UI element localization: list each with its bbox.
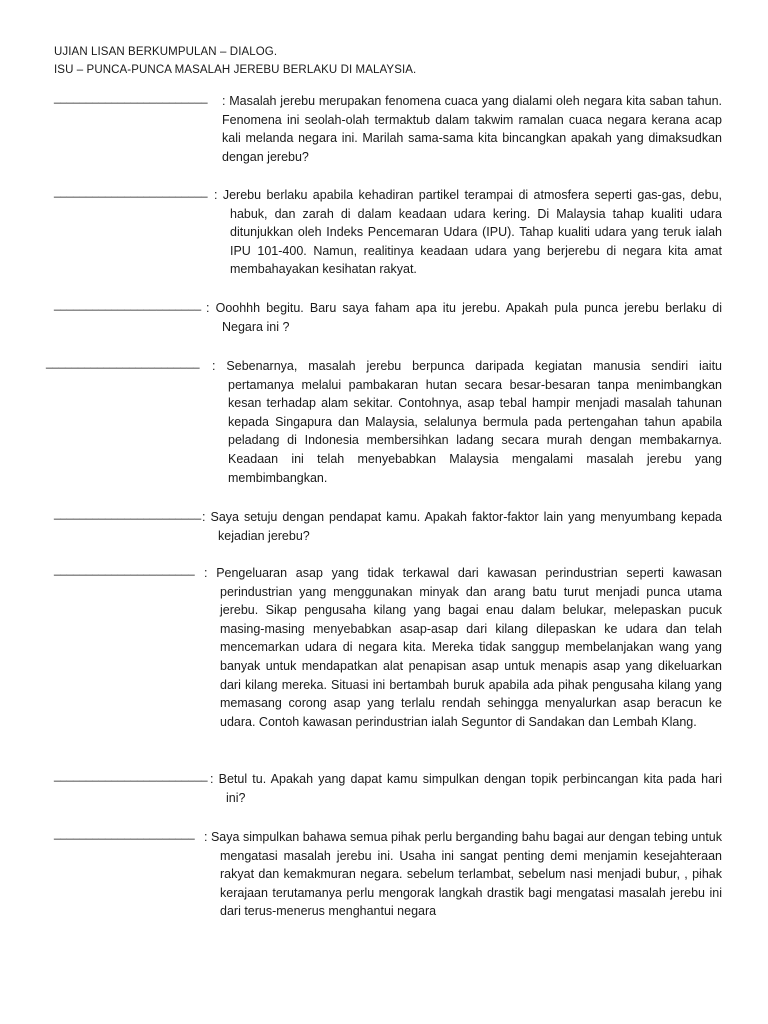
dialog-paragraph: : Masalah jerebu merupakan fenomena cuaca yang dialami oleh negara kita saban tahun. Fenomena ini seolah-olah termaktub dalam takwim ramalan cuaca negara kerana acap kali melanda negara ini. Marilah sama-sama kita bincangkan apakah yang dimaksudkan dengan jerebu? bbox=[222, 94, 722, 164]
dialog-paragraph: : Saya setuju dengan pendapat kamu. Apakah faktor-faktor lain yang menyumbang kepada kejadian jerebu? bbox=[202, 510, 722, 543]
dialog-paragraph: : Betul tu. Apakah yang dapat kamu simpulkan dengan topik perbincangan kita pada hari ini? bbox=[210, 772, 722, 805]
speaker-blank: ________________________ bbox=[46, 357, 200, 369]
speaker-blank: ______________________ bbox=[54, 564, 195, 576]
dialog-text bbox=[206, 299, 722, 336]
dialog-paragraph: : Pengeluaran asap yang tidak terkawal dari kawasan perindustrian seperti kawasan perindustrian yang menggunakan minyak dan arang batu turut menjadi punca utama jerebu. Sikap pengusaha kilang yang bagai enau dalam belukar, melepaskan pucuk masing-masing menyebabkan asap-asap dari kilang dilepaskan ke udara dan telah mencemarkan udara di negara kita. Mereka tidak sanggup membelanjakan wang yang banyak untuk mendapatkan alat penapisan asap untuk menapis asap yang dikeluarkan dari kilang mereka. Situasi ini bertambah buruk apabila ada pihak pengusaha kilang yang memasang corong asap yang terlalu rendah sehingga menyalurkan asap beracun ke udara. Contoh kawasan perindustrian ialah Seguntor di Sandakan dan Lembah Klang. bbox=[204, 566, 722, 729]
dialog-text bbox=[202, 508, 722, 545]
speaker-blank: ________________________ bbox=[54, 770, 208, 782]
dialog-text bbox=[214, 186, 722, 279]
dialog-text bbox=[210, 770, 722, 807]
speaker-blank: ________________________ bbox=[54, 186, 208, 198]
speaker-blank: ______________________ bbox=[54, 828, 195, 840]
dialog-text bbox=[222, 92, 722, 166]
speaker-blank: ________________________ bbox=[54, 92, 208, 104]
dialog-paragraph: : Sebenarnya, masalah jerebu berpunca daripada kegiatan manusia sendiri iaitu pertamanya melalui pambakaran hutan secara besar-besaran tanpa menimbangkan kesan terhadap alam sekitar. Contohnya, asap tebal hampir menjadi masalah tahunan kepada Singapura dan Malaysia, selalunya bermula pada pertengahan tahun apabila peladang di Indonesia membersihkan ladang secara murah dengan membakarnya. Keadaan ini telah menyebabkan Malaysia mengalami masalah jerebu yang membimbangkan. bbox=[212, 359, 722, 485]
dialog-paragraph: : Jerebu berlaku apabila kehadiran partikel terampai di atmosfera seperti gas-gas, debu, habuk, dan zarah di dalam keadaan udara kering. Di Malaysia tahap kualiti udara ditunjukkan oleh Indeks Pencemaran Udara (IPU). Tahap kualiti udara yang teruk ialah IPU 101-400. Namun, realitinya keadaan udara yang berjerebu di negara kita amat membahayakan kesihatan rakyat. bbox=[214, 188, 722, 277]
speaker-blank: _______________________ bbox=[54, 299, 202, 311]
dialog-paragraph: : Ooohhh begitu. Baru saya faham apa itu jerebu. Apakah pula punca jerebu berlaku di Negara ini ? bbox=[206, 301, 722, 334]
document-title: UJIAN LISAN BERKUMPULAN – DIALOG. bbox=[54, 46, 278, 58]
dialog-text bbox=[212, 357, 722, 487]
dialog-text bbox=[204, 564, 722, 731]
document-issue: ISU – PUNCA-PUNCA MASALAH JEREBU BERLAKU DI MALAYSIA. bbox=[54, 64, 417, 76]
dialog-paragraph: : Saya simpulkan bahawa semua pihak perlu berganding bahu bagai aur dengan tebing untuk mengatasi masalah jerebu ini. Usaha ini sangat penting demi menjamin kesejahteraan rakyat dan kemakmuran negara. sebelum terlambat, sebelum nasi menjadi bubur, , pihak kerajaan terutamanya perlu mengorak langkah drastik bagi mengatasi masalah jerebu ini dari terus-menerus menghantui negara bbox=[204, 830, 722, 919]
speaker-blank: _______________________ bbox=[54, 508, 202, 520]
dialog-text bbox=[204, 828, 722, 921]
